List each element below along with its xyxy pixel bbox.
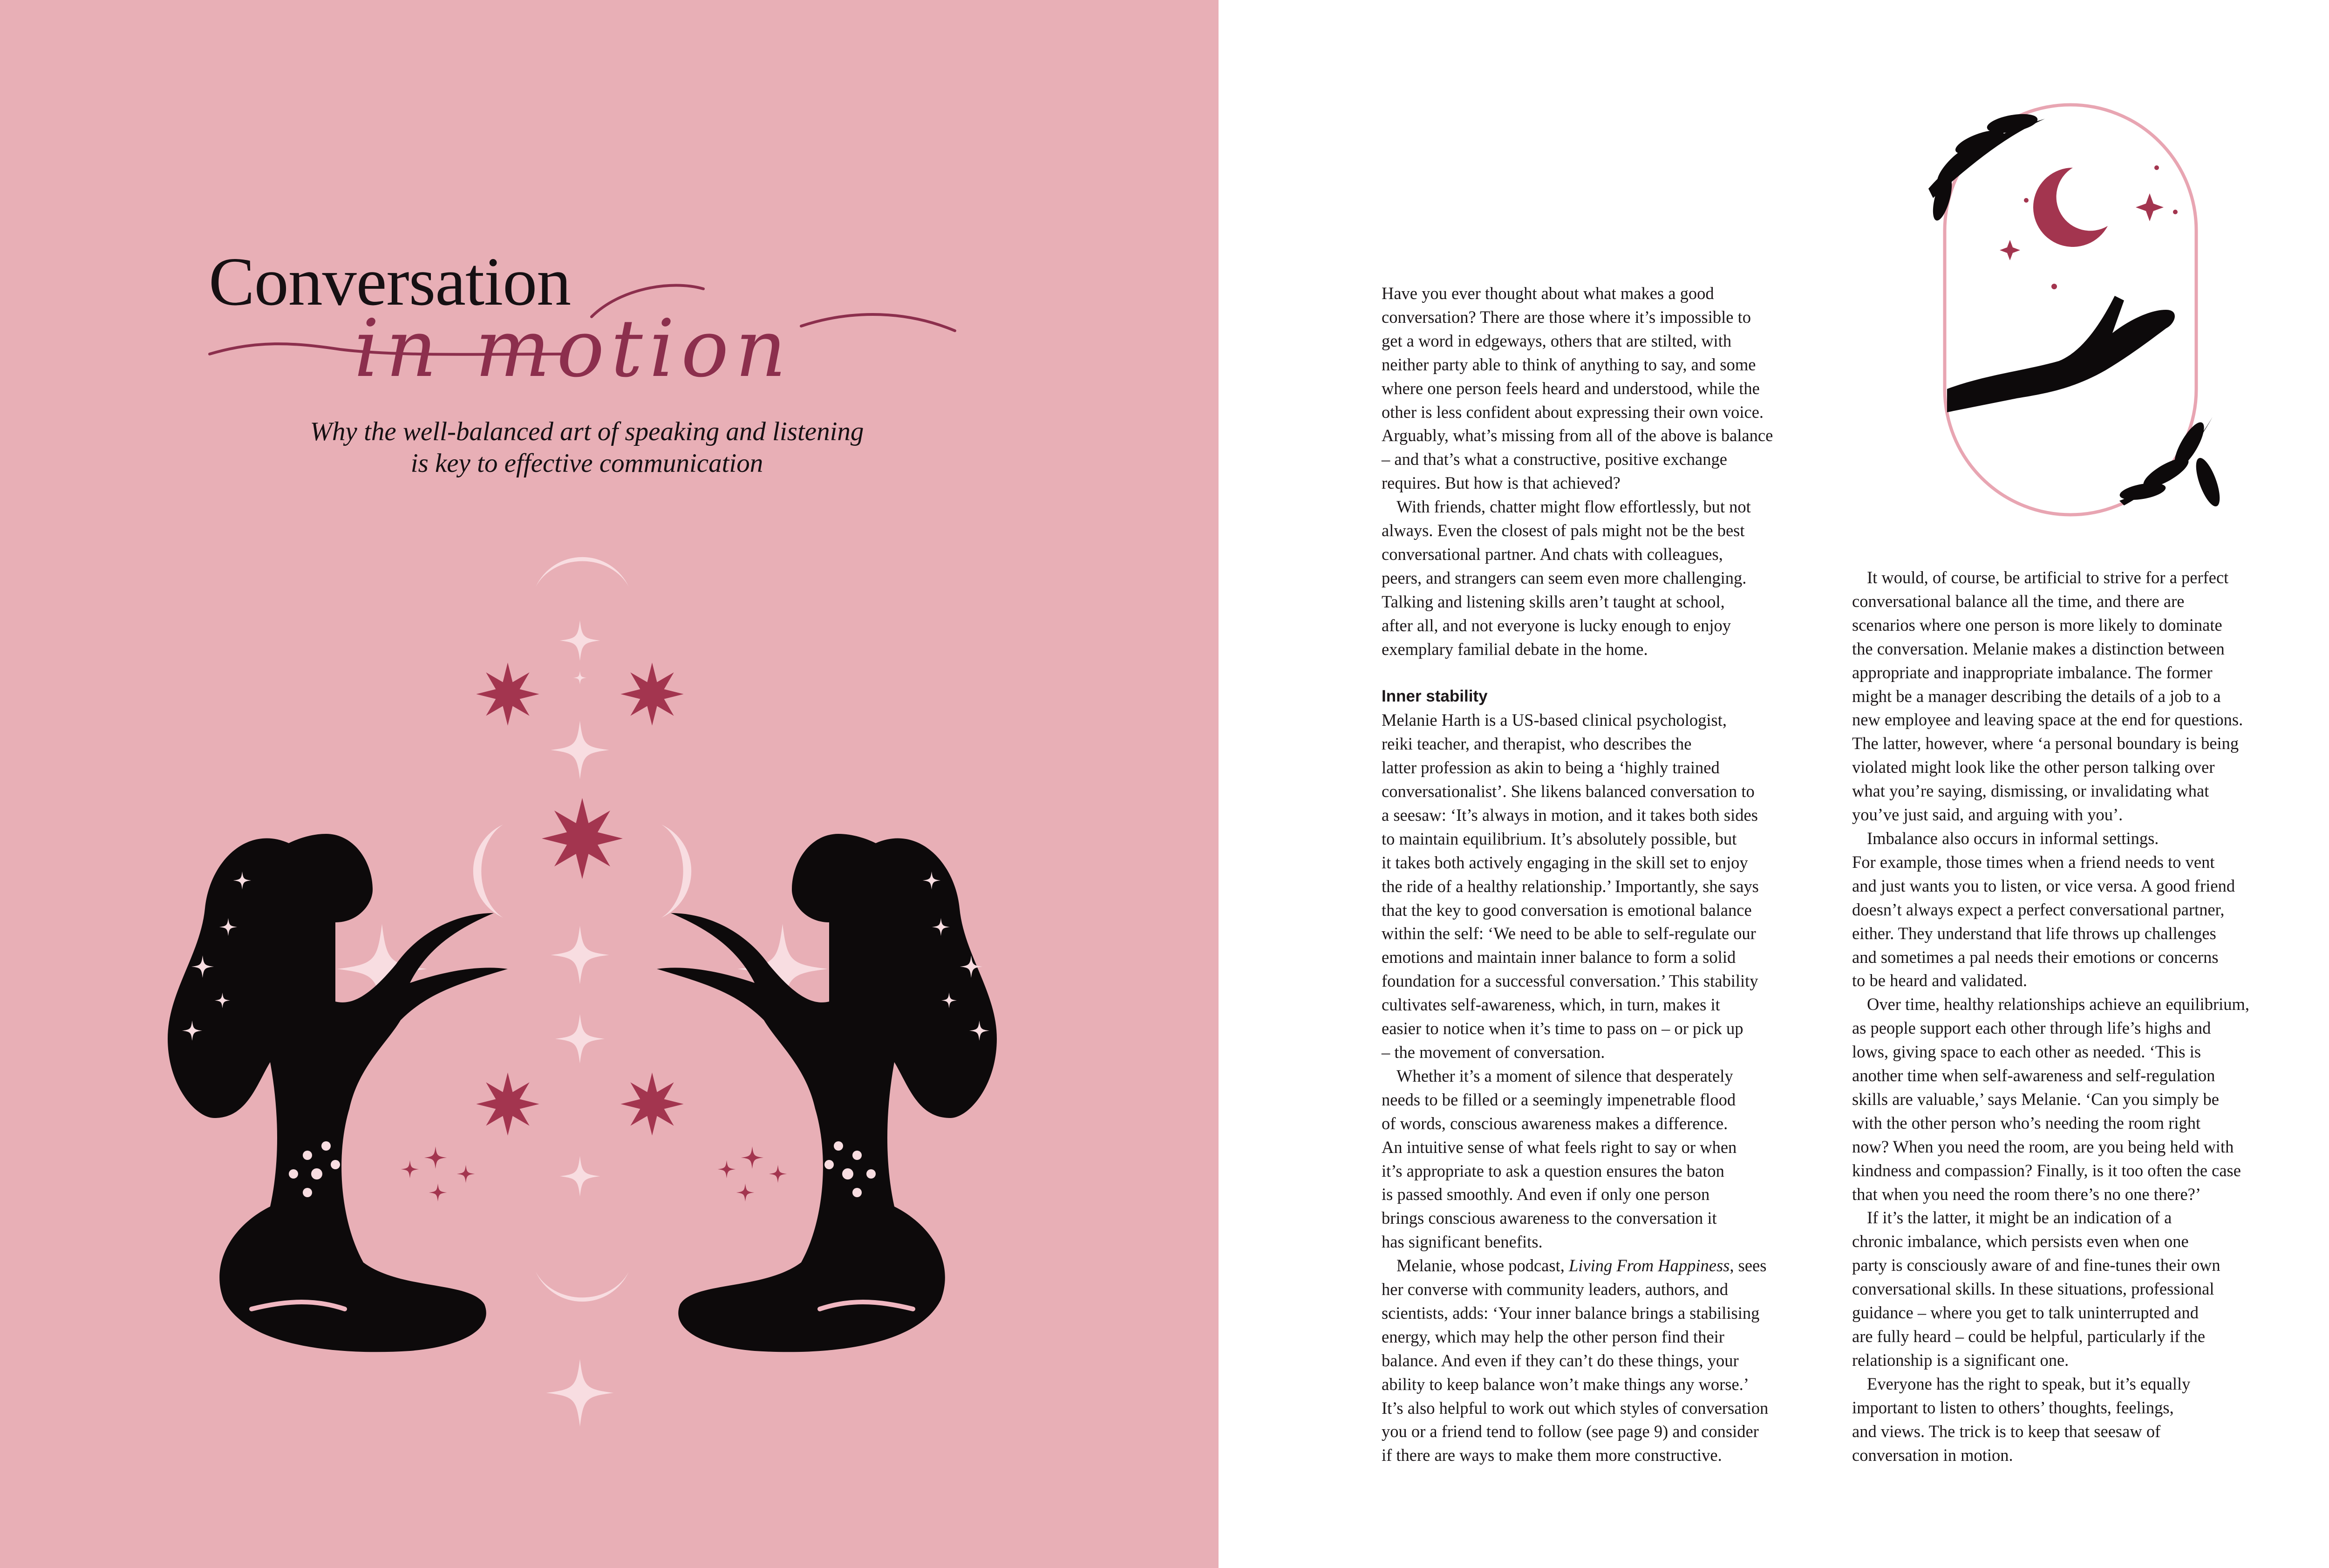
body-line: scientists, adds: ‘Your inner balance brings a stabilising: [1382, 1303, 1760, 1323]
body-line: With friends, chatter might flow effortlessly, but not: [1396, 497, 1751, 517]
body-line: as people support each other through life’s highs and: [1852, 1018, 2211, 1038]
body-line: either. They understand that life throws up challenges: [1852, 923, 2216, 943]
body-line: that when you need the room there’s no one there?’: [1852, 1184, 2201, 1204]
body-line: Melanie Harth is a US-based clinical psychologist,: [1382, 710, 1727, 730]
body-line: kindness and compassion? Finally, is it too often the case: [1852, 1160, 2241, 1180]
body-line: get a word in edgeways, others that are stilted, with: [1382, 331, 1732, 350]
body-line: and just wants you to listen, or vice versa. A good friend: [1852, 876, 2235, 895]
body-line: are fully heard – could be helpful, particularly if the: [1852, 1327, 2206, 1346]
body-line: ability to keep balance won’t make things any worse.’: [1382, 1374, 1749, 1394]
body-line: scenarios where one person is more likely to dominate: [1852, 615, 2222, 634]
body-line: the ride of a healthy relationship.’ Importantly, she says: [1382, 876, 1759, 896]
article-title: Conversation: [209, 244, 571, 320]
section-heading: Inner stability: [1382, 687, 1488, 706]
body-line: within the self: ‘We need to be able to self-regulate our: [1382, 924, 1756, 943]
body-line: – the movement of conversation.: [1382, 1042, 1605, 1062]
body-line: Imbalance also occurs in informal settings.: [1867, 828, 2159, 848]
body-line: needs to be filled or a seemingly impenetrable flood: [1382, 1090, 1736, 1109]
body-line: might be a manager describing the details of a job to a: [1852, 686, 2221, 706]
body-line: conversational partner. And chats with colleagues,: [1382, 544, 1723, 564]
body-line: easier to notice when it’s time to pass on – or pick up: [1382, 1019, 1743, 1038]
body-line: If it’s the latter, it might be an indication of a: [1867, 1208, 2172, 1227]
body-line: Whether it’s a moment of silence that desperately: [1396, 1066, 1733, 1085]
body-line: exemplary familial debate in the home.: [1382, 639, 1648, 659]
body-line: it takes both actively engaging in the skill set to enjoy: [1382, 852, 1748, 872]
body-line: after all, and not everyone is lucky enough to enjoy: [1382, 615, 1731, 635]
body-line: conversational skills. In these situations, professional: [1852, 1279, 2214, 1299]
body-line: and sometimes a pal needs their emotions or concerns: [1852, 947, 2219, 967]
body-text-run: , sees: [1730, 1256, 1767, 1275]
standfirst-line: is key to effective communication: [410, 449, 763, 478]
body-line: latter profession as akin to being a ‘highly trained: [1382, 758, 1720, 777]
body-line: The latter, however, where ‘a personal boundary is being: [1852, 734, 2239, 753]
body-line: guidance – where you get to talk uninterrupted and: [1852, 1303, 2199, 1323]
body-line: conversation in motion.: [1852, 1445, 2013, 1465]
body-line: party is consciously aware of and fine-tunes their own: [1852, 1255, 2220, 1275]
body-line: it’s appropriate to ask a question ensures the baton: [1382, 1161, 1724, 1180]
standfirst-line: Why the well-balanced art of speaking and listening: [310, 417, 864, 446]
body-line: [1382, 1254, 1773, 1278]
body-line: doesn’t always expect a perfect conversational partner,: [1852, 900, 2225, 919]
body-line: the conversation. Melanie makes a distinction between: [1852, 639, 2225, 658]
body-line: new employee and leaving space at the end for questions.: [1852, 710, 2243, 729]
body-line: Over time, healthy relationships achieve an equilibrium,: [1867, 995, 2250, 1014]
moon-hand-emblem-icon: [1905, 91, 2240, 533]
body-line: cultivates self-awareness, which, in turn, makes it: [1382, 995, 1720, 1015]
body-line: to be heard and validated.: [1852, 971, 2027, 990]
body-line: relationship is a significant one.: [1852, 1350, 2069, 1370]
body-line: important to listen to others’ thoughts, feelings,: [1852, 1398, 2174, 1417]
body-line: foundation for a successful conversation.’ This stability: [1382, 971, 1758, 991]
body-line: of words, conscious awareness makes a difference.: [1382, 1113, 1728, 1133]
body-line: if there are ways to make them more constructive.: [1382, 1445, 1722, 1465]
body-line: Have you ever thought about what makes a good: [1382, 284, 1714, 303]
body-line: peers, and strangers can seem even more challenging.: [1382, 568, 1747, 587]
body-line: with the other person who’s needing the room right: [1852, 1113, 2201, 1132]
body-line: another time when self-awareness and self-regulation: [1852, 1066, 2215, 1085]
body-line: always. Even the closest of pals might not be the best: [1382, 521, 1745, 540]
body-line: now? When you need the room, are you being held with: [1852, 1137, 2234, 1156]
body-column-two: [1852, 566, 2249, 1467]
body-line: For example, those times when a friend needs to vent: [1852, 852, 2215, 872]
body-line: lows, giving space to each other as needed. ‘This is: [1852, 1042, 2201, 1062]
body-line: balance. And even if they can’t do these things, your: [1382, 1350, 1739, 1370]
body-line: conversationalist’. She likens balanced conversation to: [1382, 782, 1755, 801]
body-line: Talking and listening skills aren’t taught at school,: [1382, 592, 1725, 611]
body-line: Arguably, what’s missing from all of the above is balance: [1382, 426, 1773, 445]
body-line: appropriate and inappropriate imbalance. The former: [1852, 662, 2213, 682]
body-column-one: [1382, 282, 1773, 1467]
article-title-script: in motion: [354, 303, 793, 395]
right-woman-silhouette: [657, 834, 997, 1352]
body-line: is passed smoothly. And even if only one person: [1382, 1185, 1710, 1204]
body-line: An intuitive sense of what feels right to say or when: [1382, 1137, 1737, 1157]
meditating-women-illustration: [140, 536, 1071, 1467]
body-line: you or a friend tend to follow (see page 9) and consider: [1382, 1422, 1759, 1441]
body-line: and views. The trick is to keep that seesaw of: [1852, 1421, 2161, 1441]
body-line: Everyone has the right to speak, but it’s equally: [1867, 1374, 2191, 1393]
body-line: requires. But how is that achieved?: [1382, 473, 1621, 493]
body-line: chronic imbalance, which persists even when one: [1852, 1232, 2189, 1251]
podcast-title: Living From Happiness: [1568, 1256, 1730, 1275]
body-line: neither party able to think of anything to say, and some: [1382, 355, 1756, 374]
body-line: – and that’s what a constructive, positive exchange: [1382, 450, 1727, 469]
body-line: conversational balance all the time, and there are: [1852, 591, 2185, 611]
body-line: a seesaw: ‘It’s always in motion, and it takes both sides: [1382, 805, 1758, 825]
body-line: to maintain equilibrium. It’s absolutely possible, but: [1382, 829, 1737, 848]
body-line: skills are valuable,’ says Melanie. ‘Can you simply be: [1852, 1089, 2219, 1109]
body-line: It’s also helpful to work out which styles of conversation: [1382, 1398, 1769, 1418]
body-line: brings conscious awareness to the conversation it: [1382, 1208, 1717, 1228]
body-line: It would, of course, be artificial to strive for a perfect: [1867, 568, 2229, 587]
paragraph-gap: [1382, 661, 1773, 685]
body-line: that the key to good conversation is emotional balance: [1382, 900, 1752, 920]
body-line: what you’re saying, dismissing, or invalidating what: [1852, 781, 2209, 801]
body-line: reiki teacher, and therapist, who describes the: [1382, 734, 1692, 754]
body-line: violated might look like the other person talking over: [1852, 757, 2215, 777]
body-line: you’ve just said, and arguing with you’.: [1852, 805, 2123, 825]
body-line: where one person feels heard and understood, while the: [1382, 378, 1760, 398]
body-line: has significant benefits.: [1382, 1232, 1543, 1252]
body-line: other is less confident about expressing their own voice.: [1382, 402, 1764, 422]
body-line: energy, which may help the other person find their: [1382, 1327, 1724, 1346]
article-standfirst: [261, 416, 913, 479]
body-line: emotions and maintain inner balance to form a solid: [1382, 948, 1736, 967]
left-woman-silhouette: [168, 834, 508, 1352]
body-text-run: Melanie, whose podcast,: [1396, 1256, 1569, 1275]
body-line: her converse with community leaders, authors, and: [1382, 1280, 1728, 1299]
body-line: conversation? There are those where it’s impossible to: [1382, 307, 1751, 327]
